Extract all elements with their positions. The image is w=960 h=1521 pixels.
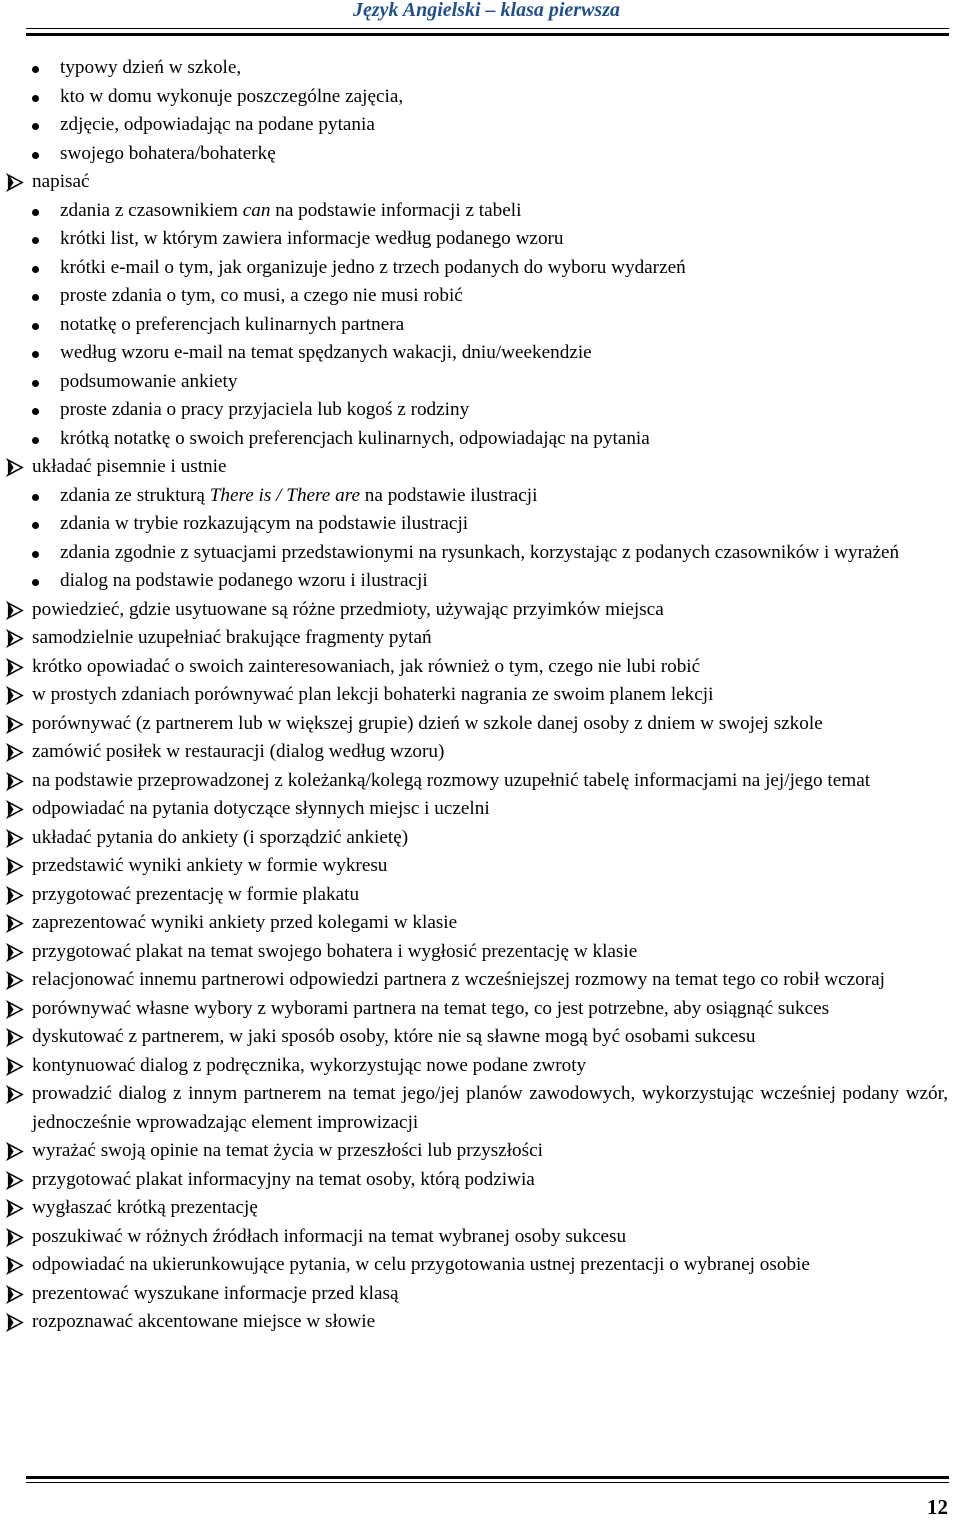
- arrow-bullet-icon: [6, 1166, 25, 1190]
- arrow-list-item: [31, 767, 948, 796]
- list-item-text: przygotować plakat na temat swojego bohatera i wygłosić prezentację w klasie: [32, 940, 638, 962]
- arrow-bullet-icon: [6, 1080, 25, 1104]
- arrow-list-item: [31, 738, 948, 767]
- list-item-text: notatkę o preferencjach kulinarnych partnera: [60, 313, 405, 335]
- bullet-list-item: [31, 111, 948, 140]
- arrow-bullet-icon: [6, 1052, 25, 1076]
- list-item-text: odpowiadać na pytania dotyczące słynnych miejsc i uczelni: [32, 798, 490, 819]
- arrow-bullet-icon: [6, 1280, 25, 1304]
- arrow-list-item: [31, 453, 948, 482]
- arrow-bullet-icon: [6, 1137, 25, 1161]
- bullet-list-item: [31, 510, 948, 539]
- arrow-bullet-icon: [6, 881, 25, 905]
- arrow-list-item: [31, 995, 948, 1024]
- arrow-bullet-icon: [6, 1023, 25, 1047]
- list-item-text: przygotować prezentację w formie plakatu: [32, 883, 360, 905]
- arrow-list-item: [31, 168, 948, 197]
- list-item-text: [60, 197, 948, 226]
- arrow-list-item: [31, 596, 948, 625]
- list-item-text: zamówić posiłek w restauracji (dialog według wzoru): [32, 741, 445, 762]
- arrow-list-item: [31, 1023, 948, 1052]
- bullet-list-item: [31, 425, 948, 454]
- arrow-list-item: [31, 1137, 948, 1166]
- bullet-list-item: [31, 54, 948, 83]
- arrow-list-item: [31, 881, 948, 910]
- header-rule: [26, 28, 949, 29]
- bullet-list-item: [31, 539, 948, 568]
- bullet-list-item: [31, 83, 948, 112]
- arrow-bullet-icon: [6, 1251, 25, 1275]
- list-item-text: w prostych zdaniach porównywać plan lekcji bohaterki nagrania ze swoim planem lekcji: [32, 684, 714, 705]
- list-item-text: relacjonować innemu partnerowi odpowiedzi partnera z wcześniejszej rozmowy na temat tego co robił wczoraj: [32, 969, 885, 990]
- list-item-text: według wzoru e-mail na temat spędzanych wakacji, dniu/weekendzie: [60, 342, 592, 363]
- list-item-text: proste zdania o pracy przyjaciela lub kogoś z rodziny: [60, 399, 470, 420]
- arrow-list-item: [31, 852, 948, 881]
- list-item-text: wygłaszać krótką prezentację: [32, 1197, 258, 1218]
- arrow-bullet-icon: [6, 738, 25, 762]
- arrow-bullet-icon: [6, 1223, 25, 1247]
- arrow-list-item: [31, 824, 948, 853]
- list-item-text: [60, 482, 948, 511]
- arrow-bullet-icon: [6, 653, 25, 677]
- bullet-list-item: [31, 396, 948, 425]
- objectives-list: [31, 54, 948, 1337]
- arrow-list-item: [31, 1308, 948, 1337]
- arrow-list-item: [31, 653, 948, 682]
- list-item-text: samodzielnie uzupełniać brakujące fragmenty pytań: [32, 627, 432, 648]
- arrow-bullet-icon: [6, 938, 25, 962]
- arrow-bullet-icon: [6, 624, 25, 648]
- bullet-list-item: [31, 339, 948, 368]
- text-segment: zdania ze strukturą: [60, 484, 210, 506]
- list-item-text: zdania w trybie rozkazującym na podstawie ilustracji: [60, 513, 469, 534]
- arrow-list-item: [31, 1080, 948, 1137]
- list-item-text: przedstawić wyniki ankiety w formie wykresu: [32, 855, 388, 876]
- bullet-list-item: [31, 311, 948, 340]
- list-item-text: krótki list, w którym zawiera informacje według podanego wzoru: [60, 228, 564, 249]
- arrow-bullet-icon: [6, 1308, 25, 1332]
- bullet-list-item: [31, 140, 948, 169]
- bullet-list-item: [31, 197, 948, 226]
- bullet-list-item: [31, 567, 948, 596]
- list-item-text: swojego bohatera/bohaterkę: [60, 142, 276, 164]
- text-segment: na podstawie ilustracji: [360, 484, 538, 506]
- list-item-text: układać pytania do ankiety (i sporządzić ankietę): [32, 826, 409, 848]
- text-segment: na podstawie informacji z tabeli: [270, 199, 522, 221]
- list-item-text: poszukiwać w różnych źródłach informacji na temat wybranej osoby sukcesu: [32, 1225, 627, 1247]
- arrow-list-item: [31, 1251, 948, 1280]
- list-item-text: powiedzieć, gdzie usytuowane są różne przedmioty, używając przyimków miejsca: [32, 598, 664, 620]
- arrow-list-item: [31, 909, 948, 938]
- list-item-text: krótką notatkę o swoich preferencjach kulinarnych, odpowiadając na pytania: [60, 427, 650, 449]
- bullet-list-item: [31, 282, 948, 311]
- arrow-bullet-icon: [6, 795, 25, 819]
- arrow-bullet-icon: [6, 168, 25, 192]
- list-item-text: układać pisemnie i ustnie: [32, 456, 227, 477]
- list-item-text: zaprezentować wyniki ankiety przed kolegami w klasie: [32, 912, 458, 933]
- arrow-bullet-icon: [6, 824, 25, 848]
- arrow-bullet-icon: [6, 852, 25, 876]
- text-segment: zdania z czasownikiem: [60, 199, 243, 221]
- arrow-bullet-icon: [6, 767, 25, 791]
- arrow-bullet-icon: [6, 909, 25, 933]
- list-item-text: porównywać własne wybory z wyborami partnera na temat tego, co jest potrzebne, aby osiągnąć sukces: [32, 997, 830, 1019]
- arrow-bullet-icon: [6, 596, 25, 620]
- list-item-text: przygotować plakat informacyjny na temat osoby, którą podziwia: [32, 1168, 535, 1190]
- list-item-text: kto w domu wykonuje poszczególne zajęcia,: [60, 85, 404, 107]
- arrow-bullet-icon: [6, 966, 25, 990]
- arrow-list-item: [31, 1052, 948, 1081]
- arrow-list-item: [31, 1280, 948, 1309]
- list-item-text: wyrażać swoją opinie na temat życia w przeszłości lub przyszłości: [32, 1140, 543, 1161]
- arrow-list-item: [31, 1223, 948, 1252]
- list-item-text: dyskutować z partnerem, w jaki sposób osoby, które nie są sławne mogą być osobami sukcesu: [32, 1026, 756, 1047]
- bullet-list-item: [31, 482, 948, 511]
- arrow-bullet-icon: [6, 453, 25, 477]
- list-item-text: porównywać (z partnerem lub w większej grupie) dzień w szkole danej osoby z dniem w swojej szkole: [32, 712, 823, 734]
- bullet-list-item: [31, 368, 948, 397]
- page-number: 12: [927, 1495, 948, 1519]
- list-item-text: prezentować wyszukane informacje przed klasą: [32, 1282, 399, 1304]
- list-item-text: na podstawie przeprowadzonej z koleżanką/kolegą rozmowy uzupełnić tabelę informacjami na jej/jego temat: [32, 769, 871, 791]
- list-item-text: zdjęcie, odpowiadając na podane pytania: [60, 114, 375, 135]
- bullet-list-item: [31, 225, 948, 254]
- arrow-bullet-icon: [6, 1194, 25, 1218]
- list-item-text: dialog na podstawie podanego wzoru i ilustracji: [60, 570, 428, 591]
- list-item-text: krótki e-mail o tym, jak organizuje jedno z trzech podanych do wyboru wydarzeń: [60, 256, 686, 278]
- footer-rule: [26, 1482, 949, 1483]
- footer-rule-thick: [26, 1476, 949, 1479]
- list-item-text: rozpoznawać akcentowane miejsce w słowie: [32, 1311, 376, 1332]
- list-item-text: typowy dzień w szkole,: [60, 57, 242, 78]
- arrow-list-item: [31, 795, 948, 824]
- list-item-text: krótko opowiadać o swoich zainteresowaniach, jak również o tym, czego nie lubi robić: [32, 655, 701, 677]
- list-item-text: zdania zgodnie z sytuacjami przedstawionymi na rysunkach, korzystając z podanych czasowników i wyrażeń: [60, 541, 900, 563]
- list-item-text: odpowiadać na ukierunkowujące pytania, w celu przygotowania ustnej prezentacji o wybranej osobie: [32, 1254, 810, 1275]
- arrow-list-item: [31, 966, 948, 995]
- list-item-text: proste zdania o tym, co musi, a czego nie musi robić: [60, 285, 463, 306]
- arrow-list-item: [31, 681, 948, 710]
- arrow-list-item: [31, 624, 948, 653]
- bullet-list-item: [31, 254, 948, 283]
- italic-text-segment: can: [242, 199, 271, 221]
- italic-text-segment: There is / There are: [209, 484, 360, 506]
- arrow-bullet-icon: [6, 710, 25, 734]
- list-item-text: napisać: [32, 171, 90, 192]
- list-item-text: podsumowanie ankiety: [60, 370, 238, 392]
- arrow-list-item: [31, 710, 948, 739]
- list-item-text: prowadzić dialog z innym partnerem na temat jego/jej planów zawodowych, wykorzystując wcześniej podany wzór, jednocześnie wprowadzając element improwizacji: [32, 1083, 948, 1133]
- list-item-text: kontynuować dialog z podręcznika, wykorzystując nowe podane zwroty: [32, 1054, 587, 1076]
- arrow-bullet-icon: [6, 681, 25, 705]
- arrow-list-item: [31, 1194, 948, 1223]
- arrow-list-item: [31, 1166, 948, 1195]
- header-rule-thick: [26, 33, 949, 36]
- arrow-bullet-icon: [6, 995, 25, 1019]
- arrow-list-item: [31, 938, 948, 967]
- page-header-title: Język Angielski – klasa pierwsza: [352, 0, 620, 21]
